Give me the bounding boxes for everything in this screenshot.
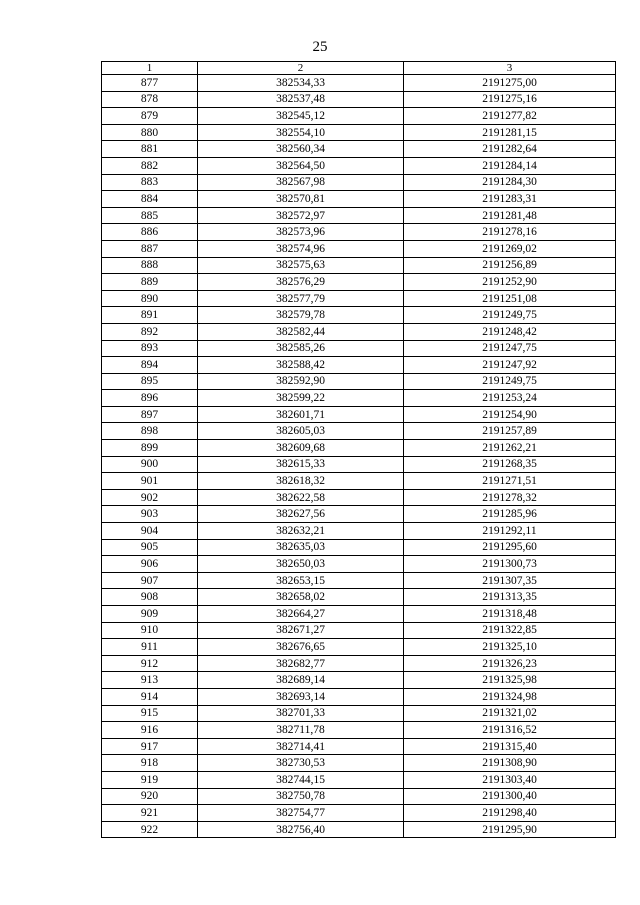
table-cell: 903 xyxy=(102,506,198,523)
column-header-3: 3 xyxy=(404,62,616,75)
table-cell: 2191262,21 xyxy=(404,440,616,457)
table-cell: 880 xyxy=(102,124,198,141)
table-row xyxy=(102,174,616,191)
table-row xyxy=(102,307,616,324)
table-row xyxy=(102,788,616,805)
table-cell: 894 xyxy=(102,357,198,374)
table-cell: 892 xyxy=(102,323,198,340)
table-cell: 913 xyxy=(102,672,198,689)
table-row xyxy=(102,91,616,108)
table-cell: 886 xyxy=(102,224,198,241)
table-row xyxy=(102,390,616,407)
table-cell: 2191278,32 xyxy=(404,489,616,506)
table-cell: 2191318,48 xyxy=(404,606,616,623)
table-row xyxy=(102,655,616,672)
table-row xyxy=(102,440,616,457)
table-cell: 2191249,75 xyxy=(404,307,616,324)
table-row xyxy=(102,456,616,473)
table-cell: 382635,03 xyxy=(198,539,404,556)
table-cell: 2191271,51 xyxy=(404,473,616,490)
table-cell: 382588,42 xyxy=(198,357,404,374)
table-cell: 898 xyxy=(102,423,198,440)
table-row xyxy=(102,705,616,722)
table-cell: 382615,33 xyxy=(198,456,404,473)
table-cell: 2191275,16 xyxy=(404,91,616,108)
table-row xyxy=(102,572,616,589)
table-cell: 382622,58 xyxy=(198,489,404,506)
table-cell: 2191253,24 xyxy=(404,390,616,407)
table-row xyxy=(102,738,616,755)
table-cell: 2191283,31 xyxy=(404,191,616,208)
table-cell: 382554,10 xyxy=(198,124,404,141)
table-cell: 2191269,02 xyxy=(404,240,616,257)
table-cell: 2191247,75 xyxy=(404,340,616,357)
table-row xyxy=(102,622,616,639)
table-cell: 895 xyxy=(102,373,198,390)
table-cell: 2191295,60 xyxy=(404,539,616,556)
table-row xyxy=(102,821,616,838)
table-cell: 901 xyxy=(102,473,198,490)
table-cell: 2191322,85 xyxy=(404,622,616,639)
column-header-1: 1 xyxy=(102,62,198,75)
table-cell: 2191295,90 xyxy=(404,821,616,838)
table-cell: 382750,78 xyxy=(198,788,404,805)
table-cell: 382653,15 xyxy=(198,572,404,589)
table-row xyxy=(102,207,616,224)
table-row xyxy=(102,506,616,523)
table-cell: 382693,14 xyxy=(198,688,404,705)
table-cell: 905 xyxy=(102,539,198,556)
table-cell: 382582,44 xyxy=(198,323,404,340)
table-cell: 2191315,40 xyxy=(404,738,616,755)
table-cell: 907 xyxy=(102,572,198,589)
table-cell: 382599,22 xyxy=(198,390,404,407)
column-header-2: 2 xyxy=(198,62,404,75)
table-row xyxy=(102,274,616,291)
table-cell: 2191257,89 xyxy=(404,423,616,440)
table-cell: 2191307,35 xyxy=(404,572,616,589)
table-cell: 887 xyxy=(102,240,198,257)
table-row xyxy=(102,688,616,705)
page-number: 25 xyxy=(312,39,328,55)
table-cell: 382754,77 xyxy=(198,805,404,822)
table-cell: 2191303,40 xyxy=(404,771,616,788)
table-cell: 2191316,52 xyxy=(404,722,616,739)
table-cell: 382682,77 xyxy=(198,655,404,672)
table-cell: 897 xyxy=(102,406,198,423)
table-cell: 382579,78 xyxy=(198,307,404,324)
table-cell: 906 xyxy=(102,556,198,573)
header-row xyxy=(102,62,616,75)
table-cell: 2191248,42 xyxy=(404,323,616,340)
table-cell: 914 xyxy=(102,688,198,705)
table-cell: 382534,33 xyxy=(198,75,404,92)
table-row xyxy=(102,639,616,656)
table-cell: 382601,71 xyxy=(198,406,404,423)
table-row xyxy=(102,357,616,374)
table-row xyxy=(102,406,616,423)
table-row xyxy=(102,473,616,490)
table-cell: 2191247,92 xyxy=(404,357,616,374)
table-cell: 382577,79 xyxy=(198,290,404,307)
table-row xyxy=(102,771,616,788)
table-cell: 902 xyxy=(102,489,198,506)
table-cell: 893 xyxy=(102,340,198,357)
table-cell: 889 xyxy=(102,274,198,291)
table-row xyxy=(102,257,616,274)
table-cell: 2191298,40 xyxy=(404,805,616,822)
table-cell: 382560,34 xyxy=(198,141,404,158)
table-cell: 382701,33 xyxy=(198,705,404,722)
table-cell: 2191254,90 xyxy=(404,406,616,423)
table-cell: 382537,48 xyxy=(198,91,404,108)
table-cell: 382714,41 xyxy=(198,738,404,755)
table-cell: 382689,14 xyxy=(198,672,404,689)
table-cell: 2191326,23 xyxy=(404,655,616,672)
table-row xyxy=(102,722,616,739)
table-cell: 2191268,35 xyxy=(404,456,616,473)
table-cell: 382627,56 xyxy=(198,506,404,523)
table-cell: 881 xyxy=(102,141,198,158)
table-cell: 2191277,82 xyxy=(404,108,616,125)
table-row xyxy=(102,124,616,141)
table-cell: 382744,15 xyxy=(198,771,404,788)
table-row xyxy=(102,108,616,125)
table-cell: 2191292,11 xyxy=(404,523,616,540)
table-cell: 2191256,89 xyxy=(404,257,616,274)
table-row xyxy=(102,805,616,822)
table-cell: 888 xyxy=(102,257,198,274)
table-cell: 910 xyxy=(102,622,198,639)
table-row xyxy=(102,240,616,257)
table-cell: 882 xyxy=(102,157,198,174)
table-row xyxy=(102,373,616,390)
table-row xyxy=(102,523,616,540)
table-cell: 891 xyxy=(102,307,198,324)
table-row xyxy=(102,606,616,623)
table-cell: 382730,53 xyxy=(198,755,404,772)
table-cell: 382609,68 xyxy=(198,440,404,457)
table-cell: 382632,21 xyxy=(198,523,404,540)
table-cell: 382567,98 xyxy=(198,174,404,191)
table-cell: 382575,63 xyxy=(198,257,404,274)
table-cell: 382756,40 xyxy=(198,821,404,838)
table-cell: 2191284,30 xyxy=(404,174,616,191)
table-cell: 2191284,14 xyxy=(404,157,616,174)
table-cell: 920 xyxy=(102,788,198,805)
table-cell: 908 xyxy=(102,589,198,606)
table-cell: 382711,78 xyxy=(198,722,404,739)
table-cell: 382650,03 xyxy=(198,556,404,573)
table-cell: 911 xyxy=(102,639,198,656)
table-cell: 883 xyxy=(102,174,198,191)
table-cell: 2191251,08 xyxy=(404,290,616,307)
table-row xyxy=(102,556,616,573)
table-cell: 912 xyxy=(102,655,198,672)
table-cell: 2191325,10 xyxy=(404,639,616,656)
table-cell: 382592,90 xyxy=(198,373,404,390)
table-cell: 900 xyxy=(102,456,198,473)
table-cell: 382570,81 xyxy=(198,191,404,208)
table-row xyxy=(102,589,616,606)
table-cell: 917 xyxy=(102,738,198,755)
table-cell: 2191285,96 xyxy=(404,506,616,523)
table-cell: 382574,96 xyxy=(198,240,404,257)
table-cell: 919 xyxy=(102,771,198,788)
table-cell: 909 xyxy=(102,606,198,623)
table-cell: 2191313,35 xyxy=(404,589,616,606)
table-cell: 918 xyxy=(102,755,198,772)
table-cell: 878 xyxy=(102,91,198,108)
table-cell: 921 xyxy=(102,805,198,822)
table-cell: 382573,96 xyxy=(198,224,404,241)
table-cell: 2191281,48 xyxy=(404,207,616,224)
table-cell: 879 xyxy=(102,108,198,125)
table-cell: 382576,29 xyxy=(198,274,404,291)
table-cell: 382585,26 xyxy=(198,340,404,357)
table-row xyxy=(102,75,616,92)
table-cell: 2191278,16 xyxy=(404,224,616,241)
table-row xyxy=(102,340,616,357)
table-cell: 904 xyxy=(102,523,198,540)
table-cell: 382664,27 xyxy=(198,606,404,623)
table-row xyxy=(102,323,616,340)
table-cell: 382671,27 xyxy=(198,622,404,639)
table-cell: 2191300,40 xyxy=(404,788,616,805)
table-cell: 922 xyxy=(102,821,198,838)
table-cell: 2191308,90 xyxy=(404,755,616,772)
table-cell: 382618,32 xyxy=(198,473,404,490)
table-cell: 382572,97 xyxy=(198,207,404,224)
table-header xyxy=(102,62,616,75)
table-cell: 382658,02 xyxy=(198,589,404,606)
table-cell: 2191321,02 xyxy=(404,705,616,722)
table-cell: 2191249,75 xyxy=(404,373,616,390)
table-cell: 2191275,00 xyxy=(404,75,616,92)
table-row xyxy=(102,141,616,158)
table-cell: 2191282,64 xyxy=(404,141,616,158)
table-cell: 915 xyxy=(102,705,198,722)
table-cell: 382545,12 xyxy=(198,108,404,125)
table-cell: 896 xyxy=(102,390,198,407)
table-row xyxy=(102,755,616,772)
table-cell: 382564,50 xyxy=(198,157,404,174)
table-row xyxy=(102,672,616,689)
table-cell: 885 xyxy=(102,207,198,224)
coordinates-table xyxy=(101,61,616,838)
table-cell: 890 xyxy=(102,290,198,307)
table-cell: 2191281,15 xyxy=(404,124,616,141)
table-row xyxy=(102,224,616,241)
table-row xyxy=(102,539,616,556)
table-body xyxy=(102,75,616,838)
table-row xyxy=(102,290,616,307)
table-cell: 382676,65 xyxy=(198,639,404,656)
table-row xyxy=(102,489,616,506)
table-cell: 2191252,90 xyxy=(404,274,616,291)
table-cell: 2191325,98 xyxy=(404,672,616,689)
table-cell: 2191324,98 xyxy=(404,688,616,705)
table-cell: 899 xyxy=(102,440,198,457)
table-cell: 2191300,73 xyxy=(404,556,616,573)
table-cell: 884 xyxy=(102,191,198,208)
table-cell: 877 xyxy=(102,75,198,92)
table-row xyxy=(102,191,616,208)
table-row xyxy=(102,157,616,174)
table-cell: 916 xyxy=(102,722,198,739)
table-cell: 382605,03 xyxy=(198,423,404,440)
table-row xyxy=(102,423,616,440)
